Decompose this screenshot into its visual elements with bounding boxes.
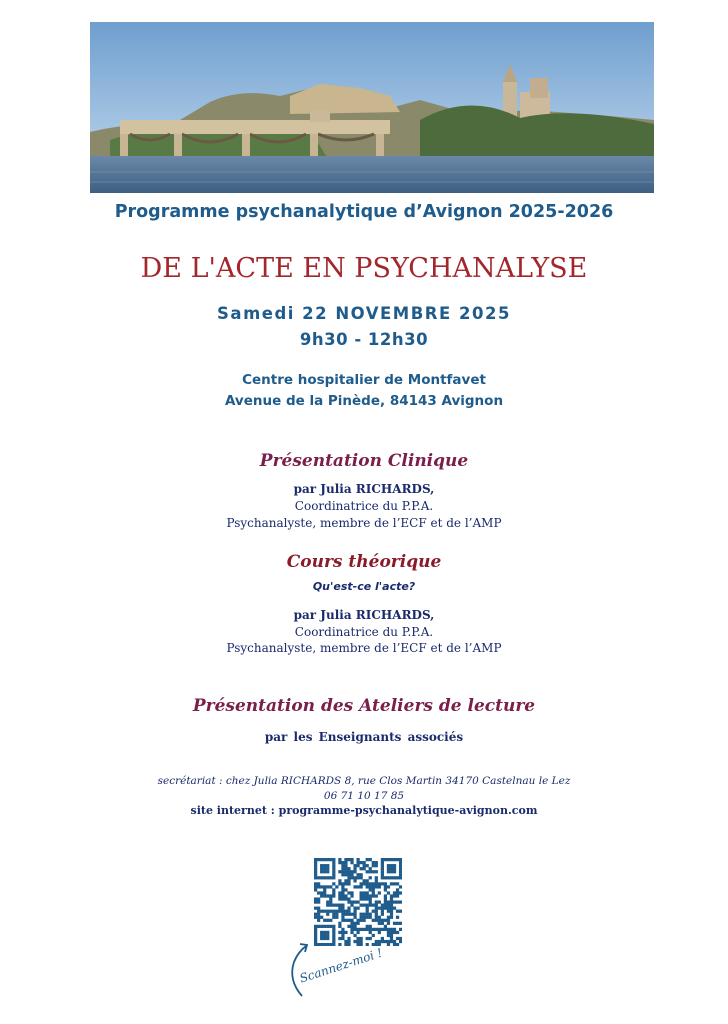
program-header: Programme psychanalytique d’Avignon 2025-2026 [114,202,614,222]
section-heading-cours: Cours théorique [286,552,442,572]
event-time: 9h30 - 12h30 [299,330,429,349]
qr-code[interactable] [314,858,402,946]
speaker-role: Psychanalyste, membre de l’ECF et de l’AMP [226,516,502,530]
page-title: DE L'ACTE EN PSYCHANALYSE [140,253,588,284]
speaker-role: Coordinatrice du P.P.A. [294,499,434,513]
speaker-line: par Julia RICHARDS, [293,482,435,496]
ateliers-presenters: par les Enseignants associés [264,730,464,744]
section-heading-ateliers: Présentation des Ateliers de lecture [192,696,536,716]
course-question: Qu'est-ce l'acte? [312,580,416,593]
scan-me-caption: Scannez-moi ! [297,945,385,986]
avignon-bridge-photo [90,22,654,193]
website-link[interactable]: site internet : programme-psychanalytique-avignon.com [190,804,538,817]
event-date: Samedi 22 NOVEMBRE 2025 [217,304,511,323]
location-name: Centre hospitalier de Montfavet [242,372,486,388]
location-address: Avenue de la Pinède, 84143 Avignon [224,393,504,409]
section-heading-clinique: Présentation Clinique [259,451,469,471]
speaker-role: Psychanalyste, membre de l’ECF et de l’AMP [226,641,502,655]
phone-number: 06 71 10 17 85 [323,790,405,802]
secretariat-address: secrétariat : chez Julia RICHARDS 8, rue Clos Martin 34170 Castelnau le Lez [157,775,571,787]
speaker-line: par Julia RICHARDS, [293,608,435,622]
speaker-role: Coordinatrice du P.P.A. [294,625,434,639]
